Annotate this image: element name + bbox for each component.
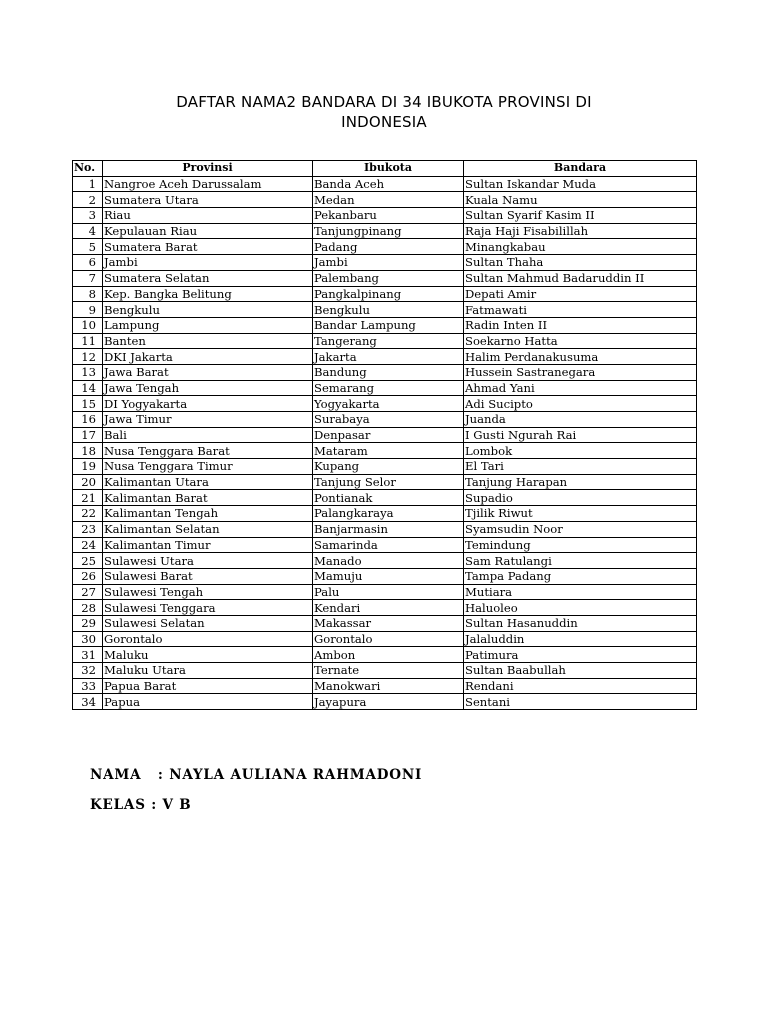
table-row [73,443,697,459]
table-row [73,255,697,271]
row-ibukota: Gorontalo [313,631,464,647]
header-no: No. [73,161,103,177]
table-row [73,694,697,710]
table-row [73,192,697,208]
row-ibukota: Palembang [313,270,464,286]
row-bandara: Sultan Syarif Kasim II [464,208,697,224]
row-bandara: Mutiara [464,584,697,600]
row-ibukota: Denpasar [313,427,464,443]
row-ibukota: Tangerang [313,333,464,349]
row-ibukota: Pekanbaru [313,208,464,224]
row-bandara: Sultan Hasanuddin [464,615,697,631]
airport-table [72,160,697,710]
row-ibukota: Ternate [313,663,464,679]
table-row [73,208,697,224]
row-ibukota: Kupang [313,459,464,475]
row-provinsi: Nusa Tenggara Barat [103,443,313,459]
row-provinsi: Kalimantan Selatan [103,521,313,537]
row-number: 31 [73,647,103,663]
row-bandara: Sam Ratulangi [464,553,697,569]
row-bandara: Sultan Thaha [464,255,697,271]
row-ibukota: Mataram [313,443,464,459]
row-ibukota: Jayapura [313,694,464,710]
row-provinsi: Nusa Tenggara Timur [103,459,313,475]
row-bandara: Temindung [464,537,697,553]
row-ibukota: Semarang [313,380,464,396]
row-ibukota: Yogyakarta [313,396,464,412]
row-provinsi: Sulawesi Selatan [103,615,313,631]
row-number: 27 [73,584,103,600]
table-row [73,176,697,192]
row-ibukota: Banjarmasin [313,521,464,537]
row-number: 32 [73,663,103,679]
row-provinsi: Kalimantan Tengah [103,506,313,522]
row-provinsi: Sumatera Utara [103,192,313,208]
row-bandara: Patimura [464,647,697,663]
table-row [73,270,697,286]
title-line-2: INDONESIA [341,113,427,131]
row-bandara: Jalaluddin [464,631,697,647]
row-bandara: Tampa Padang [464,568,697,584]
table-row [73,396,697,412]
row-number: 18 [73,443,103,459]
row-provinsi: Kepulauan Riau [103,223,313,239]
header-ibukota: Ibukota [313,161,464,177]
row-bandara: Sultan Iskandar Muda [464,176,697,192]
row-provinsi: Bali [103,427,313,443]
row-number: 11 [73,333,103,349]
row-bandara: Sultan Baabullah [464,663,697,679]
row-provinsi: DI Yogyakarta [103,396,313,412]
student-name: NAMA : NAYLA AULIANA RAHMADONI [90,767,423,783]
row-number: 5 [73,239,103,255]
table-row [73,615,697,631]
row-ibukota: Padang [313,239,464,255]
row-ibukota: Jakarta [313,349,464,365]
row-number: 17 [73,427,103,443]
row-provinsi: Gorontalo [103,631,313,647]
row-provinsi: Jawa Barat [103,364,313,380]
row-bandara: Soekarno Hatta [464,333,697,349]
row-number: 26 [73,568,103,584]
row-provinsi: Papua Barat [103,678,313,694]
row-ibukota: Pontianak [313,490,464,506]
row-provinsi: Banten [103,333,313,349]
table-row [73,647,697,663]
table-row [73,349,697,365]
row-number: 4 [73,223,103,239]
row-number: 29 [73,615,103,631]
row-bandara: Halim Perdanakusuma [464,349,697,365]
row-ibukota: Banda Aceh [313,176,464,192]
table-row [73,427,697,443]
table-row [73,506,697,522]
row-bandara: Radin Inten II [464,317,697,333]
table-row [73,631,697,647]
row-provinsi: DKI Jakarta [103,349,313,365]
table-row [73,412,697,428]
table-row [73,537,697,553]
row-provinsi: Sumatera Barat [103,239,313,255]
row-ibukota: Jambi [313,255,464,271]
row-ibukota: Mamuju [313,568,464,584]
header-provinsi: Provinsi [103,161,313,177]
row-provinsi: Sumatera Selatan [103,270,313,286]
row-number: 23 [73,521,103,537]
header-bandara: Bandara [464,161,697,177]
row-ibukota: Pangkalpinang [313,286,464,302]
table-row [73,490,697,506]
row-ibukota: Bengkulu [313,302,464,318]
row-bandara: Sultan Mahmud Badaruddin II [464,270,697,286]
row-bandara: El Tari [464,459,697,475]
row-number: 34 [73,694,103,710]
row-ibukota: Manado [313,553,464,569]
row-bandara: Ahmad Yani [464,380,697,396]
table-row [73,364,697,380]
row-provinsi: Kalimantan Timur [103,537,313,553]
row-number: 6 [73,255,103,271]
row-bandara: Rendani [464,678,697,694]
row-number: 33 [73,678,103,694]
row-ibukota: Samarinda [313,537,464,553]
row-number: 3 [73,208,103,224]
table-row [73,568,697,584]
row-ibukota: Tanjungpinang [313,223,464,239]
row-number: 8 [73,286,103,302]
row-provinsi: Riau [103,208,313,224]
row-ibukota: Palu [313,584,464,600]
row-ibukota: Kendari [313,600,464,616]
row-number: 20 [73,474,103,490]
row-ibukota: Bandar Lampung [313,317,464,333]
row-provinsi: Maluku [103,647,313,663]
row-bandara: Kuala Namu [464,192,697,208]
row-bandara: Haluoleo [464,600,697,616]
row-bandara: Sentani [464,694,697,710]
row-provinsi: Kep. Bangka Belitung [103,286,313,302]
row-provinsi: Sulawesi Tenggara [103,600,313,616]
row-number: 30 [73,631,103,647]
row-number: 13 [73,364,103,380]
row-number: 16 [73,412,103,428]
row-bandara: Tjilik Riwut [464,506,697,522]
row-number: 1 [73,176,103,192]
row-provinsi: Jawa Timur [103,412,313,428]
table-row [73,474,697,490]
row-bandara: Minangkabau [464,239,697,255]
row-bandara: Raja Haji Fisabilillah [464,223,697,239]
row-provinsi: Sulawesi Tengah [103,584,313,600]
row-number: 9 [73,302,103,318]
row-ibukota: Tanjung Selor [313,474,464,490]
row-ibukota: Manokwari [313,678,464,694]
row-number: 10 [73,317,103,333]
row-number: 7 [73,270,103,286]
row-number: 19 [73,459,103,475]
student-class: KELAS : V B [90,797,192,813]
row-provinsi: Nangroe Aceh Darussalam [103,176,313,192]
table-row [73,223,697,239]
table-row [73,239,697,255]
row-provinsi: Jambi [103,255,313,271]
row-provinsi: Kalimantan Utara [103,474,313,490]
row-provinsi: Bengkulu [103,302,313,318]
table-row [73,600,697,616]
table-row [73,302,697,318]
row-bandara: I Gusti Ngurah Rai [464,427,697,443]
table-row [73,380,697,396]
table-row [73,521,697,537]
row-provinsi: Sulawesi Utara [103,553,313,569]
table-row [73,584,697,600]
row-provinsi: Maluku Utara [103,663,313,679]
row-bandara: Depati Amir [464,286,697,302]
row-provinsi: Papua [103,694,313,710]
row-bandara: Tanjung Harapan [464,474,697,490]
row-provinsi: Lampung [103,317,313,333]
row-bandara: Syamsudin Noor [464,521,697,537]
row-bandara: Supadio [464,490,697,506]
row-bandara: Lombok [464,443,697,459]
row-ibukota: Bandung [313,364,464,380]
row-number: 15 [73,396,103,412]
table-row [73,317,697,333]
row-bandara: Adi Sucipto [464,396,697,412]
row-ibukota: Makassar [313,615,464,631]
row-number: 24 [73,537,103,553]
table-header-row [73,161,697,177]
row-bandara: Juanda [464,412,697,428]
row-provinsi: Sulawesi Barat [103,568,313,584]
row-number: 2 [73,192,103,208]
document-title [100,92,668,132]
table-row [73,553,697,569]
table-row [73,663,697,679]
table-row [73,286,697,302]
row-ibukota: Palangkaraya [313,506,464,522]
row-bandara: Fatmawati [464,302,697,318]
table-row [73,459,697,475]
row-provinsi: Kalimantan Barat [103,490,313,506]
row-ibukota: Ambon [313,647,464,663]
row-number: 28 [73,600,103,616]
row-number: 14 [73,380,103,396]
row-bandara: Hussein Sastranegara [464,364,697,380]
row-number: 21 [73,490,103,506]
row-ibukota: Surabaya [313,412,464,428]
row-number: 12 [73,349,103,365]
table-row [73,333,697,349]
row-ibukota: Medan [313,192,464,208]
row-number: 22 [73,506,103,522]
row-number: 25 [73,553,103,569]
title-line-1: DAFTAR NAMA2 BANDARA DI 34 IBUKOTA PROVINSI DI [176,93,592,111]
row-provinsi: Jawa Tengah [103,380,313,396]
table-row [73,678,697,694]
